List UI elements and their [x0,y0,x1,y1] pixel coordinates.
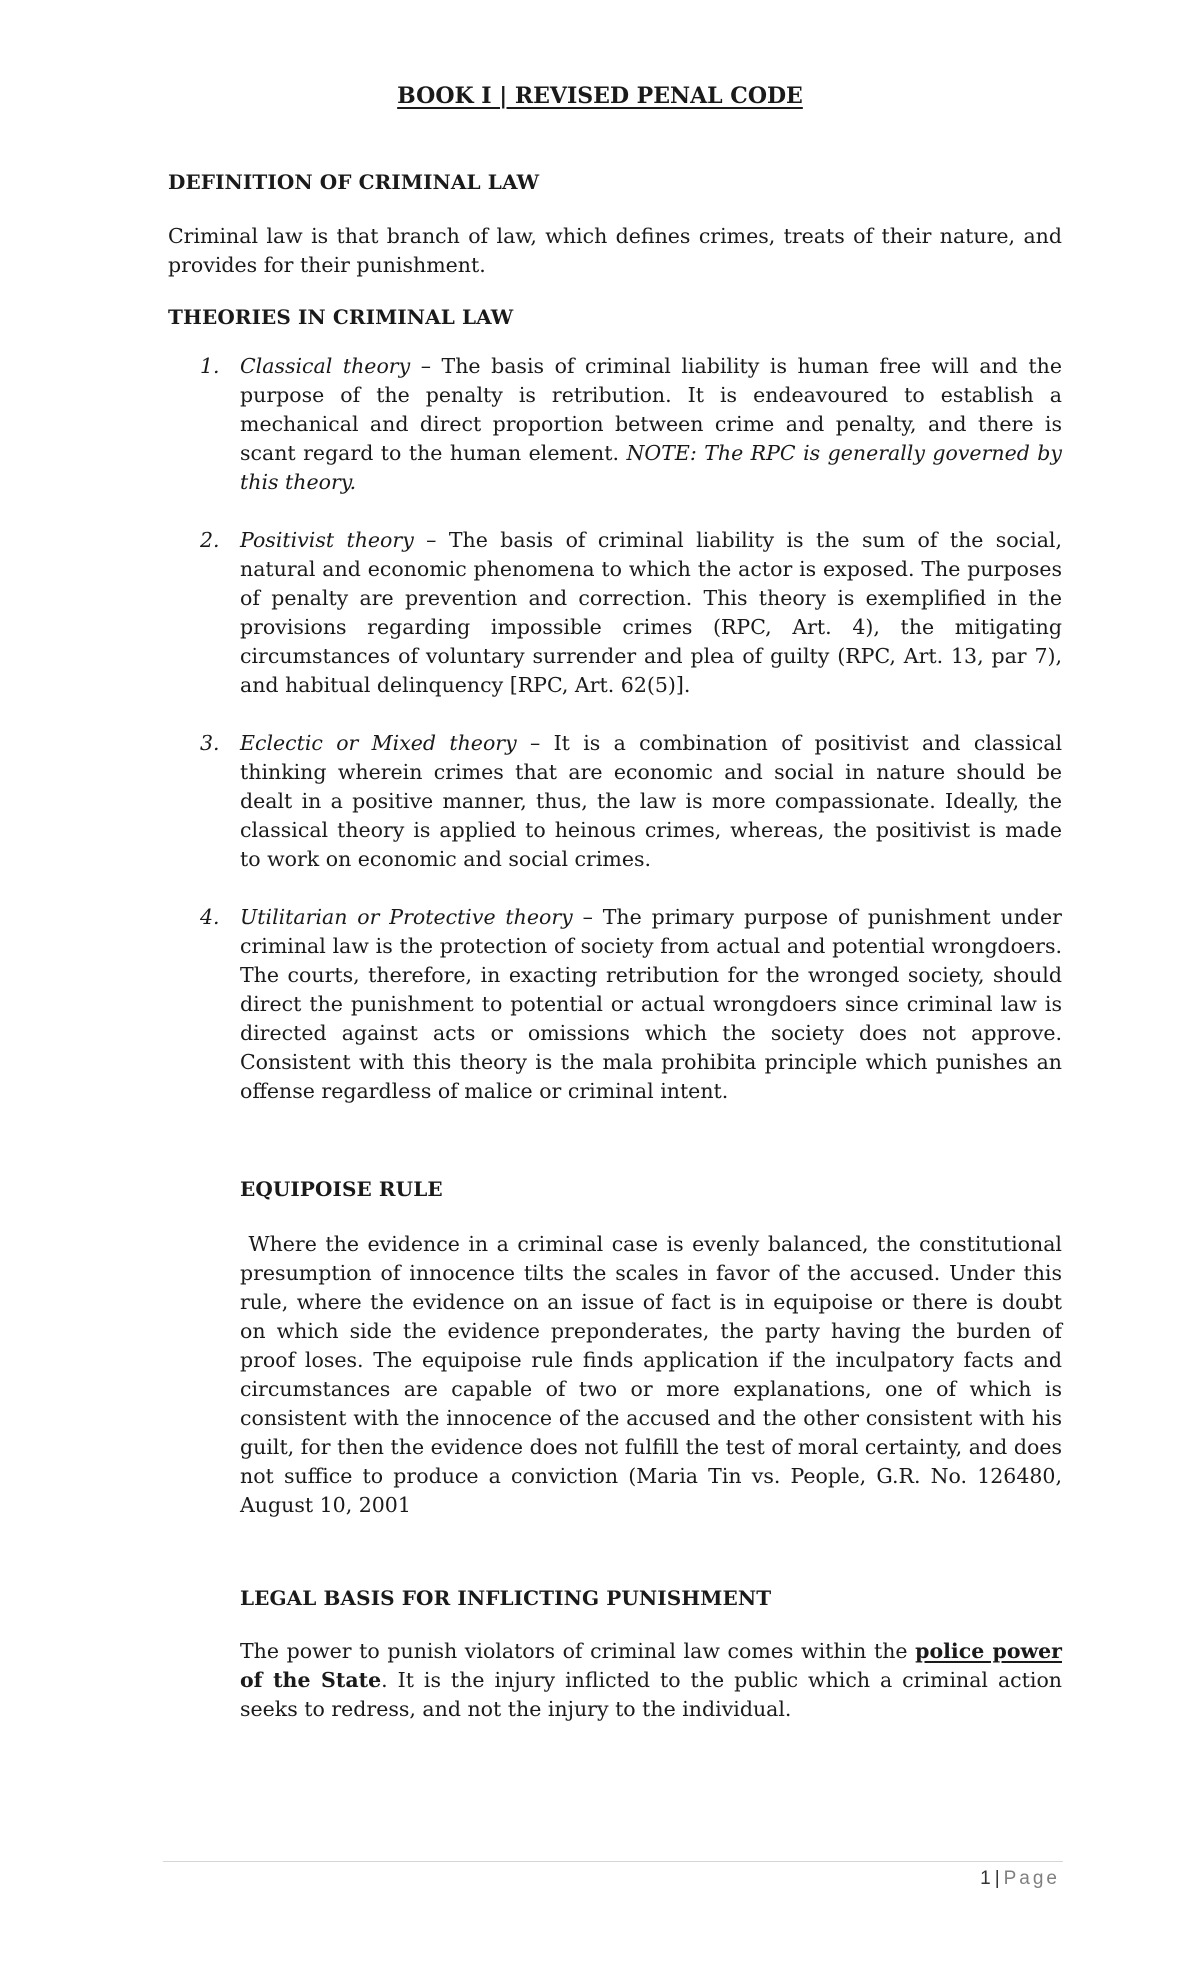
page-title: BOOK I | REVISED PENAL CODE [397,83,803,109]
legal-basis-text [240,1637,1062,1724]
theory-term: Positivist theory [240,528,414,552]
theory-item-classical [200,352,1062,497]
theory-text: – It is a combination of positivist and classical thinking wherein crimes that are economic and social in nature should be dealt in a positive manner, thus, the law is more compassionate. Ideally, the classical theory is applied to heinous crimes, whereas, the positivist is made to work on economic and social crimes. [240,731,1062,871]
theory-text: – The basis of criminal liability is human free will and the purpose of the penalty is retribution. It is endeavoured to establish a mechanical and direct proportion between crime and penalty, and there is scant regard to the human element. [240,354,1062,465]
list-number: 3. [200,731,220,755]
theory-text: – The basis of criminal liability is the sum of the social, natural and economic phenomena to which the actor is exposed. The purposes of penalty are prevention and correction. This theory is exemplified in the provisions regarding impossible crimes (RPC, Art. 4), the mitigating circumstances of voluntary surrender and plea of guilty (RPC, Art. 13, par 7), and habitual delinquency [RPC, Art. 62(5)]. [240,528,1063,697]
theory-term: Eclectic or Mixed theory [240,731,517,755]
theory-item-positivist [200,526,1062,700]
theories-heading: THEORIES IN CRIMINAL LAW [168,305,514,329]
theory-term: Utilitarian or Protective theory [240,905,573,929]
theory-text: – The primary purpose of punishment under criminal law is the protection of society from actual and potential wrongdoers. The courts, therefore, in exacting retribution for the wronged society, should direct the punishment to potential or actual wrongdoers since criminal law is directed against acts or omissions which the society does not approve. Consistent with this theory is the mala prohibita principle which punishes an offense regardless of malice or criminal intent. [240,905,1062,1103]
definition-text: Criminal law is that branch of law, which defines crimes, treats of their nature, and provides for their punishment. [168,224,1062,277]
list-number: 4. [200,905,220,929]
theory-term: Classical theory [240,354,411,378]
legal-basis-heading: LEGAL BASIS FOR INFLICTING PUNISHMENT [240,1586,772,1610]
of-the-state-emphasis: of the State [240,1668,382,1692]
page-number: 1 [980,1868,991,1889]
equipoise-text: Where the evidence in a criminal case is evenly balanced, the constitutional presumption of innocence tilts the scales in favor of the accused. Under this rule, where the evidence on an issue of fact is in equipoise or there is doubt on which side the evidence preponderates, the party having the burden of proof loses. The equipoise rule finds application if the inculpatory facts and circumstances are capable of two or more explanations, one of which is consistent with the innocence of the accused and the other consistent with his guilt, for then the evidence does not fulfill the test of moral certainty, and does not suffice to produce a conviction (Maria Tin vs. People, G.R. No. 126480, August 10, 2001 [240,1232,1069,1517]
footer-separator: | [994,1868,1000,1889]
police-power-emphasis: police power [915,1639,1062,1663]
legal-basis-text-after: . It is the injury inflicted to the public which a criminal action seeks to redress, and not the injury to the individual. [240,1668,1062,1721]
theory-item-utilitarian [200,903,1062,1106]
theory-item-eclectic [200,729,1062,874]
legal-basis-text-before: The power to punish violators of criminal law comes within the [240,1639,916,1663]
theory-note: NOTE: The RPC is generally governed by this theory. [240,441,1062,494]
theories-list [200,352,1062,1135]
page-footer [980,1866,1060,1892]
page-label: Page [1003,1868,1060,1889]
definition-heading: DEFINITION OF CRIMINAL LAW [168,170,540,194]
list-number: 2. [200,528,220,552]
equipoise-heading: EQUIPOISE RULE [240,1177,443,1201]
list-number: 1. [200,354,220,378]
footer-divider [163,1861,1063,1862]
